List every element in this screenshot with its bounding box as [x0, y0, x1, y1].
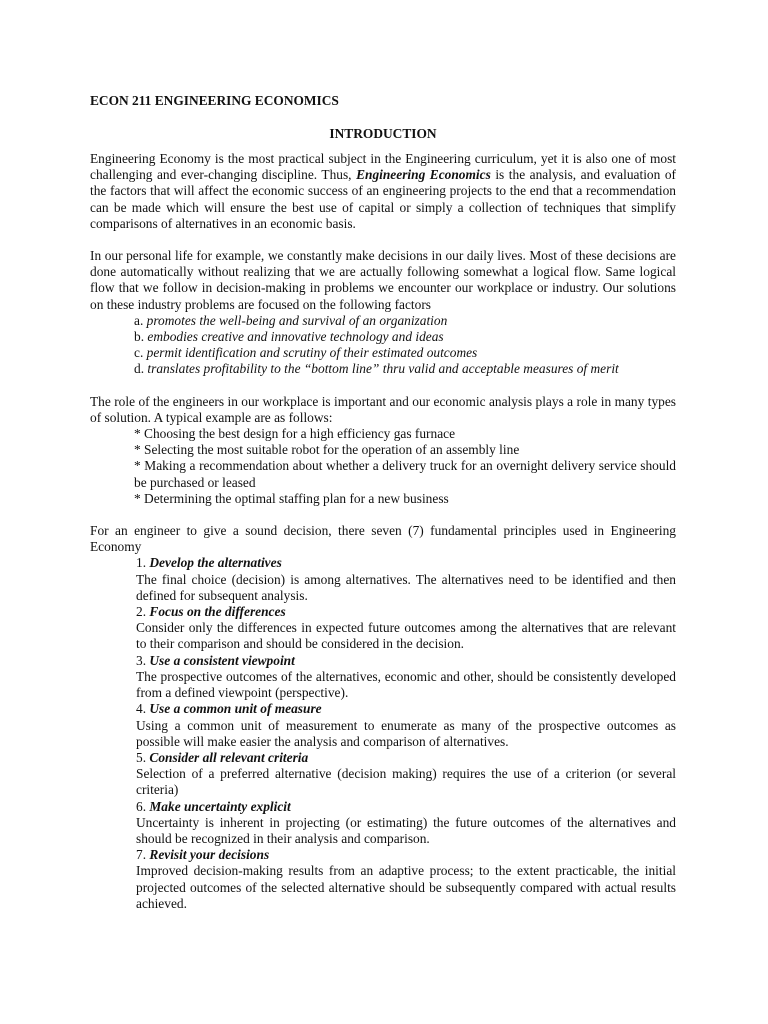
intro-text-after: is the analysis, and evaluation of the factors that will affect the economic success of an engineering projects to the end that a recommendation can be made which will ensure the best use of capital or simply a collection of techniques that simplify comparisons of alternatives in an economic basis.: [90, 167, 676, 231]
principle-number: 6.: [136, 798, 150, 814]
section-heading: INTRODUCTION: [329, 126, 437, 141]
principle-description: Selection of a preferred alternative (decision making) requires the use of a criterion (or several criteria): [136, 766, 676, 798]
principle-title: Develop the alternatives: [149, 555, 282, 571]
principle-number: 5.: [136, 749, 150, 765]
principle-heading: [136, 555, 676, 571]
principle-number: 7.: [136, 847, 150, 863]
intro-text-before: Engineering Economy is the most practical subject in the Engineering curriculum, yet it is also one of most challenging and ever-changing discipline. Thus,: [90, 151, 676, 183]
principle-title: Make uncertainty explicit: [149, 798, 291, 814]
examples-list: [90, 426, 676, 507]
principle-heading: [136, 799, 676, 815]
list-item: [134, 361, 676, 377]
list-marker: d.: [134, 361, 148, 377]
list-item-text: embodies creative and innovative technology and ideas: [147, 329, 444, 345]
list-marker: c.: [134, 345, 147, 361]
principle-number: 1.: [136, 555, 150, 571]
list-item: * Making a recommendation about whether a delivery truck for an overnight delivery service should be purchased or leased: [134, 458, 676, 490]
list-item-text: promotes the well-being and survival of an organization: [146, 312, 448, 328]
principle-description: The prospective outcomes of the alternatives, economic and other, should be consistently developed from a defined viewpoint (perspective).: [136, 668, 676, 701]
decision-paragraph: In our personal life for example, we constantly make decisions in our daily lives. Most of these decisions are done automatically without realizing that we are actually following somewhat a logical flow. Same logical flow that we follow in decision-making in problems we encounter our workplace or industry. Our solutions on these industry problems are focused on the following factors: [90, 248, 676, 312]
principle-title: Consider all relevant criteria: [149, 749, 309, 765]
principle-title: Focus on the differences: [149, 604, 286, 620]
principle-description: Using a common unit of measurement to enumerate as many of the prospective outcomes as possible will make easier the analysis and comparison of alternatives.: [136, 717, 676, 749]
document-title: ECON 211 ENGINEERING ECONOMICS: [90, 93, 339, 108]
principle-number: 3.: [136, 652, 150, 668]
principles-paragraph: For an engineer to give a sound decision, there seven (7) fundamental principles used in Engineering Economy: [90, 523, 676, 555]
principle-heading: [136, 847, 676, 863]
role-paragraph: The role of the engineers in our workplace is important and our economic analysis plays a role in many types of solution. A typical example are as follows:: [90, 393, 676, 425]
principle-heading: [136, 653, 676, 669]
list-item: * Selecting the most suitable robot for the operation of an assembly line: [134, 442, 520, 458]
list-item: * Choosing the best design for a high efficiency gas furnace: [134, 426, 456, 442]
principle-description: Consider only the differences in expected future outcomes among the alternatives that are relevant to their comparison and should be considered in the decision.: [136, 620, 676, 652]
principle-number: 2.: [136, 604, 150, 620]
principles-list: [90, 555, 676, 911]
list-marker: a.: [134, 312, 147, 328]
principle-description: The final choice (decision) is among alternatives. The alternatives need to be identified and then defined for subsequent analysis.: [136, 571, 676, 603]
document-page: [90, 92, 676, 912]
factors-list: [90, 313, 676, 378]
principle-title: Use a common unit of measure: [149, 701, 322, 717]
intro-paragraph: [90, 151, 676, 232]
list-item: [134, 345, 676, 361]
principle-number: 4.: [136, 701, 150, 717]
principle-heading: [136, 701, 676, 717]
list-item: * Determining the optimal staffing plan for a new business: [134, 490, 449, 506]
principle-description: Uncertainty is inherent in projecting (or estimating) the future outcomes of the alternatives and should be recognized in their analysis and comparison.: [136, 814, 676, 846]
list-item: [134, 313, 676, 329]
list-item-text: permit identification and scrutiny of their estimated outcomes: [146, 345, 478, 361]
list-item: [134, 329, 676, 345]
list-marker: b.: [134, 329, 148, 345]
principle-title: Revisit your decisions: [149, 847, 270, 863]
principle-title: Use a consistent viewpoint: [149, 652, 295, 668]
list-item-text: translates profitability to the “bottom line” thru valid and acceptable measures of merit: [147, 361, 619, 377]
intro-emphasis: Engineering Economics: [356, 167, 491, 183]
principle-description: Improved decision-making results from an adaptive process; to the extent practicable, the initial projected outcomes of the selected alternative should be subsequently compared with actual results achieved.: [136, 863, 676, 911]
principle-heading: [136, 604, 676, 620]
principle-heading: [136, 750, 676, 766]
